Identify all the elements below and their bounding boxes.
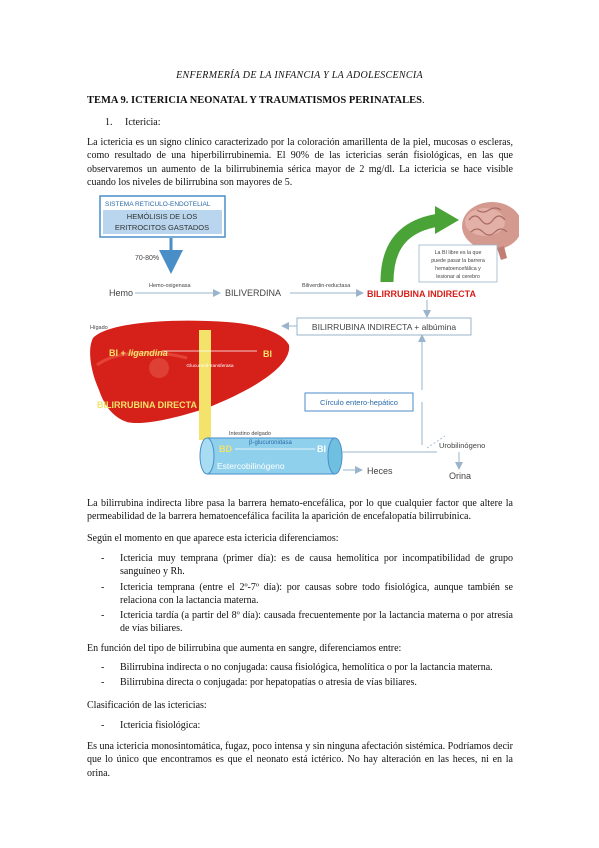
paragraph-physiological: Es una ictericia monosintomática, fugaz, poco intensa y sin ninguna afectación sistémica. Podríamos decir que lo único que encontramos es que el neonato está ictérico. No hay alteración en las heces, ni en la orina. (87, 741, 513, 779)
percent-label: 70-80% (135, 255, 160, 262)
timing-list (87, 552, 513, 638)
bilirrubina-directa-label: BILIRRUBINA DIRECTA (97, 400, 197, 410)
hemolysis-line2: ERITROCITOS GASTADOS (114, 223, 210, 232)
heces-label: Heces (367, 466, 393, 476)
higado-label: Hígado (90, 325, 108, 331)
brain-note-2: puede pasar la barrera (431, 258, 485, 264)
list-item: - Ictericia tardía (a partir del 8º día): causada frecuentemente por la lactancia materna o por atresia de vías biliares. (101, 610, 513, 635)
paragraph-timing: Según el momento en que aparece esta ictericia diferenciamos: (87, 533, 339, 544)
bilirubin-metabolism-diagram (87, 190, 519, 485)
hemo-label: Hemo (109, 288, 134, 298)
paragraph-classification: Clasificación de las ictericias: (87, 700, 207, 711)
list-item: - Ictericia muy temprana (primer día): es de causa hemolítica por incompatibilidad de grupo sanguíneo y Rh. (101, 553, 513, 578)
list-item: - Ictericia fisiológica: (101, 720, 201, 731)
hemolysis-line1: HEMÓLISIS DE LOS (126, 212, 198, 221)
hemo-oxigenasa-label: Hemo-oxigenasa (149, 283, 191, 289)
glucuronil-label: Glucuronil-transferasa (186, 364, 234, 369)
intestino-label: Intestino delgado (229, 431, 271, 437)
paragraph-type: En función del tipo de bilirrubina que aumenta en sangre, diferenciamos entre: (87, 643, 402, 654)
topic-title: TEMA 9. ICTERICIA NEONATAL Y TRAUMATISMOS PERINATALES. (87, 95, 425, 106)
bd-label: BD (219, 444, 232, 454)
orina-label: Orina (449, 471, 472, 481)
biliverdina-label: BILIVERDINA (225, 288, 282, 298)
albumina-label: BILIRRUBINA INDIRECTA + albúmina (311, 322, 457, 332)
brain-note-3: hematoencefálica y (435, 266, 481, 272)
bi-int-label: BI (317, 444, 326, 454)
brain-note-4: lesionar al cerebro (436, 274, 480, 280)
urobilinogeno-label: Urobilinógeno (439, 441, 486, 450)
intro-paragraph: La ictericia es un signo clínico caracterizado por la coloración amarillenta de la piel, mucosas o escleras, como resultado de una hiperbilirrubinemia. El 90% de las ictericias serán fisiológicas, en las que observaremos un aumento de la bilirrubinemia sérica mayor de 2 mg/dl. La ictericia se hace visible cuando los niveles de bilirrubina son mayores de 5. (87, 137, 513, 188)
classification-list (87, 719, 513, 734)
page-header: ENFERMERÍA DE LA INFANCIA Y LA ADOLESCENCIA (176, 70, 423, 81)
reticulo-box-title: SISTEMA RETICULO-ENDOTELIAL (105, 201, 211, 208)
estercobilinogeno-label: Estercobilinógeno (217, 461, 285, 471)
list-item: - Bilirrubina directa o conjugada: por hepatopatías o atresia de vías biliares. (101, 677, 417, 689)
bilirrubina-indirecta-label: BILIRRUBINA INDIRECTA (367, 289, 476, 299)
bi-right: BI (263, 349, 272, 359)
bi-ligandina: BI + ligandina (109, 348, 168, 358)
brain-note-1: La BI libre es la que (434, 250, 482, 256)
biliverdin-reductasa-label: Biliverdin-reductasa (302, 283, 351, 289)
list-item: - Ictericia temprana (entre el 2º-7º día): por causas sobre todo fisiológica, aunque también se relaciona con la lactancia materna. (101, 581, 513, 606)
type-list (87, 661, 513, 692)
paragraph-barrier: La bilirrubina indirecta libre pasa la barrera hemato-encefálica, por lo que cualquier factor que altere la permeabilidad de la barrera hematoencefálica facilita la aparición de encefalopatía bilirrubínica. (87, 498, 513, 523)
bile-duct (199, 330, 211, 440)
circulo-label: Círculo entero-hepático (320, 398, 398, 407)
glucuronidasa-label: β-glucuronidasa (249, 440, 292, 446)
list-item: - Bilirrubina indirecta o no conjugada: causa fisiológica, hemolítica o por la lactancia materna. (101, 662, 493, 673)
section-heading: 1. Ictericia: (105, 117, 161, 128)
